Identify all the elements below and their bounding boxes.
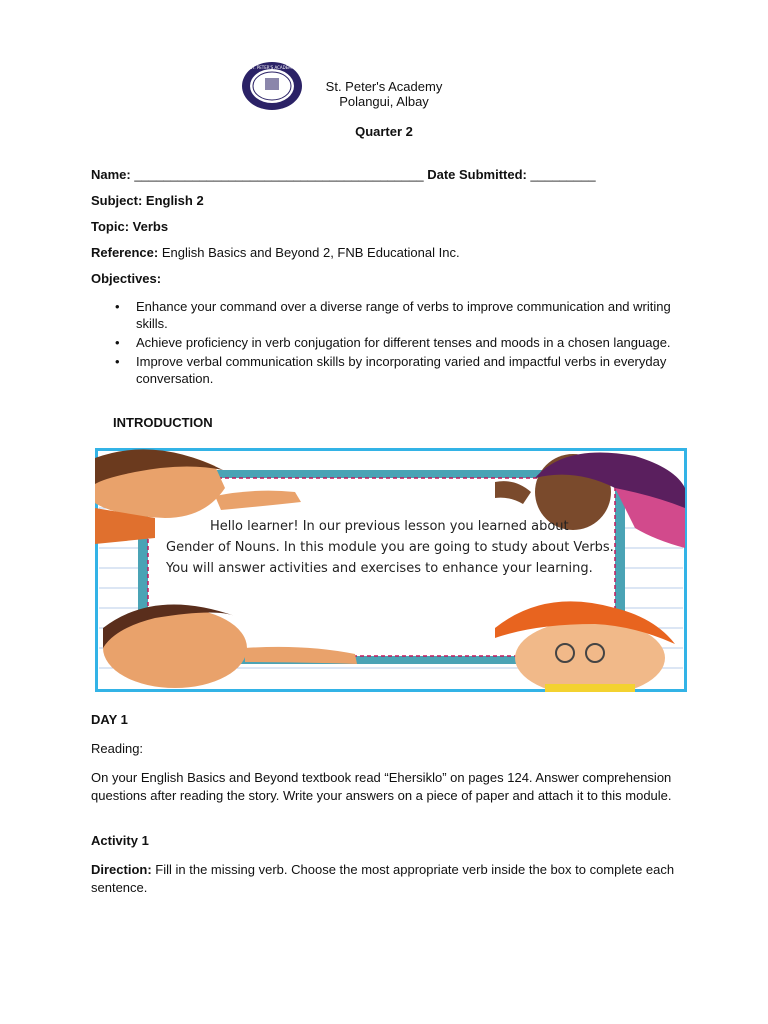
date-submitted-label: Date Submitted: <box>427 167 527 182</box>
school-seal <box>240 60 304 112</box>
direction-text: Fill in the missing verb. Choose the most appropriate verb inside the box to complete each sentence. <box>91 862 675 895</box>
school-name: St. Peter's Academy <box>325 79 443 94</box>
activity1-heading: Activity 1 <box>91 833 149 848</box>
subject-text: Subject: English 2 <box>91 193 204 208</box>
name-label: Name: <box>91 167 131 182</box>
objectives-label-line <box>91 271 161 287</box>
topic-line <box>91 219 168 235</box>
objective-item: • Improve verbal communication skills by incorporating varied and impactful verbs in everyday conversation. <box>113 353 683 387</box>
date-blank: _________ <box>530 167 596 182</box>
reference-line <box>91 245 460 261</box>
direction-paragraph <box>91 861 681 896</box>
objectives-label: Objectives: <box>91 271 162 286</box>
activity1-heading-line <box>91 833 149 849</box>
reading-label: Reading: <box>91 741 144 756</box>
quarter-heading: Quarter 2 <box>355 124 413 139</box>
day1-heading-line <box>91 712 128 728</box>
school-block <box>300 79 468 109</box>
name-line <box>91 167 596 183</box>
subject-line <box>91 193 204 209</box>
reference-label: Reference: <box>91 245 159 260</box>
objectives-list <box>113 298 683 389</box>
direction-label: Direction: <box>91 862 152 877</box>
introduction-message-text: Hello learner! In our previous lesson you learned about Gender of Nouns. In this module you are going to study about Verbs. You will answer activities and exercises to enhance your learning. <box>166 519 614 576</box>
reference-value: English Basics and Beyond 2, FNB Educational Inc. <box>161 245 460 260</box>
objective-item: • Achieve proficiency in verb conjugation for different tenses and moods in a chosen language. <box>113 334 683 351</box>
topic-text: Topic: Verbs <box>91 219 169 234</box>
name-blank: ________________________________________ <box>134 167 424 182</box>
introduction-message <box>166 516 616 579</box>
reading-instructions: On your English Basics and Beyond textbook read “Ehersiklo” on pages 124. Answer comprehension questions after reading the story. Write your answers on a piece of paper and attach it to this module. <box>91 770 672 803</box>
day1-heading: DAY 1 <box>91 712 128 727</box>
seal-text: ST. PETER'S ACADEMY <box>249 65 295 70</box>
introduction-heading: INTRODUCTION <box>113 415 213 430</box>
objective-item: • Enhance your command over a diverse range of verbs to improve communication and writing skills. <box>113 298 683 332</box>
school-location: Polangui, Albay <box>339 94 429 109</box>
